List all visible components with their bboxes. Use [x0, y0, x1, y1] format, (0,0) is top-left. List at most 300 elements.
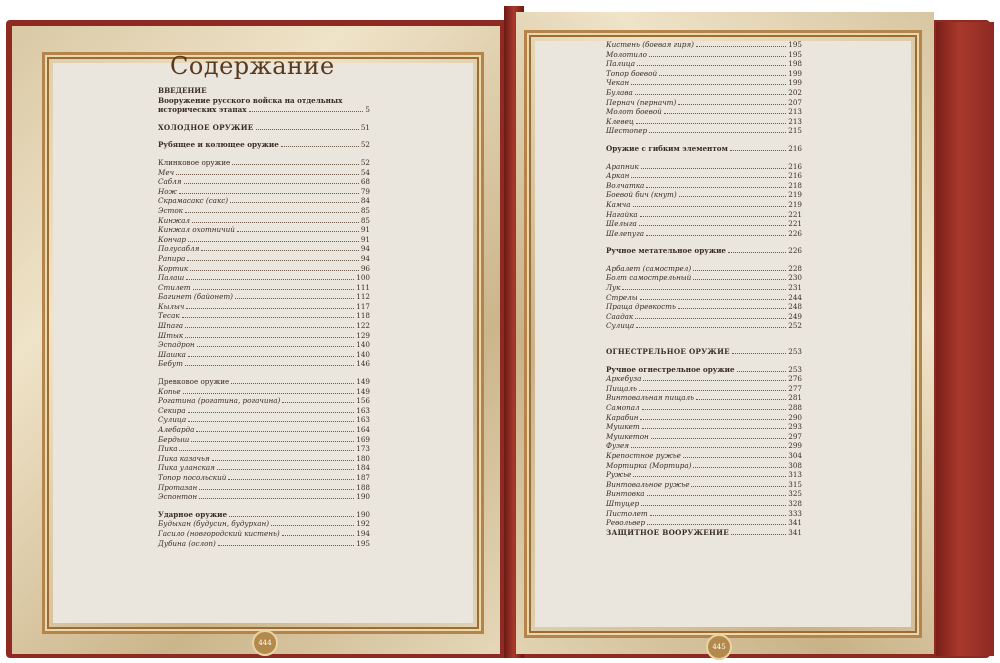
toc-leader-dots [185, 337, 354, 338]
toc-entry [606, 50, 802, 60]
toc-entry-page: 221 [788, 219, 802, 229]
toc-entry [606, 312, 802, 322]
toc-leader-dots [631, 84, 786, 85]
toc-leader-dots [637, 65, 786, 66]
toc-entry-page: 213 [788, 107, 802, 117]
toc-entry-page: 221 [788, 209, 802, 219]
toc-leader-dots [647, 524, 786, 525]
toc-entry [158, 321, 370, 331]
toc-spacer [158, 132, 370, 140]
toc-entry [158, 273, 370, 283]
toc-entry [158, 123, 370, 133]
toc-entry [606, 107, 802, 117]
toc-entry-page: 184 [356, 463, 370, 473]
toc-leader-dots [641, 505, 786, 506]
toc-entry-title: Стилет [158, 282, 191, 292]
toc-entry-title: Эсток [158, 205, 183, 215]
toc-entry [606, 210, 802, 220]
toc-entry-title: Бердыш [158, 434, 190, 444]
toc-entry [606, 59, 802, 69]
toc-entry-page: 198 [788, 59, 802, 69]
toc-entry-title: Кортик [158, 263, 189, 273]
toc-entry [606, 69, 802, 79]
toc-entry [158, 510, 370, 520]
toc-leader-dots [737, 371, 787, 372]
toc-leader-dots [635, 318, 786, 319]
toc-entry-page: 146 [356, 359, 370, 369]
toc-entry-title: Праща древкость [606, 302, 676, 312]
toc-entry-page: 249 [788, 311, 802, 321]
toc-entry-title: Ручное огнестрельное оружие [606, 364, 735, 374]
toc-leader-dots [651, 438, 787, 439]
open-book [6, 6, 996, 658]
toc-entry-title: Кинжал [158, 215, 190, 225]
toc-entry-title: Шпага [158, 321, 184, 331]
toc-entry-title: Протазан [158, 482, 198, 492]
toc-entry [606, 181, 802, 191]
toc-entry-page: 308 [788, 460, 802, 470]
toc-entry-title: Камча [606, 199, 631, 209]
toc-entry [606, 384, 802, 394]
toc-entry-title: Скрамасакс (сакс) [158, 196, 229, 206]
toc-entry-page: 276 [788, 374, 802, 384]
toc-leader-dots [199, 498, 354, 499]
toc-text-line: Вооружение русского войска на отдельных [158, 95, 343, 105]
toc-entry [606, 393, 802, 403]
toc-entry-page: 333 [788, 508, 802, 518]
toc-entry [158, 235, 370, 245]
toc-entry-page: 252 [788, 321, 802, 331]
toc-entry-page: 277 [788, 383, 802, 393]
toc-entry [606, 283, 802, 293]
toc-entry [158, 168, 370, 178]
toc-entry [606, 499, 802, 509]
toc-entry [606, 144, 802, 154]
toc-leader-dots [678, 104, 786, 105]
toc-entry-page: 100 [356, 273, 370, 283]
toc-entry-page: 231 [788, 283, 802, 293]
toc-entry-title: Штык [158, 330, 184, 340]
toc-leader-dots [643, 380, 786, 381]
toc-entry-page: 68 [360, 177, 370, 187]
toc-leader-dots [646, 187, 786, 188]
toc-entry-page: 96 [360, 263, 370, 273]
toc-entry [158, 415, 370, 425]
toc-entry [606, 126, 802, 136]
toc-entry-page: 218 [788, 180, 802, 190]
toc-entry-page: 194 [356, 528, 370, 538]
toc-entry-title: Молотило [606, 49, 647, 59]
toc-section-heading: ВВЕДЕНИЕ [158, 86, 207, 95]
toc-entry [158, 254, 370, 264]
toc-entry [158, 340, 370, 350]
toc-leader-dots [190, 270, 359, 271]
toc-entry-page: 207 [788, 97, 802, 107]
toc-entry-page: 140 [356, 340, 370, 350]
toc-entry-title: Карабин [606, 412, 639, 422]
toc-leader-dots [635, 94, 787, 95]
toc-leader-dots [229, 516, 354, 517]
toc-entry-title: Эспонтон [158, 492, 198, 502]
toc-entry [606, 273, 802, 283]
toc-entry [606, 98, 802, 108]
toc-entry-page: 219 [788, 199, 802, 209]
toc-leader-dots [631, 177, 786, 178]
toc-entry-page: 192 [356, 519, 370, 529]
toc-spacer [606, 357, 802, 365]
toc-leader-dots [193, 289, 355, 290]
toc-entry [606, 78, 802, 88]
toc-spacer [158, 115, 370, 123]
toc-left-column [158, 86, 370, 548]
toc-leader-dots [633, 476, 786, 477]
toc-entry [158, 311, 370, 321]
toc-entry [158, 444, 370, 454]
toc-entry-title: Фузея [606, 441, 630, 451]
toc-entry-page: 117 [356, 301, 370, 311]
toc-entry-title: Кинжал охотничий [158, 225, 235, 235]
toc-entry-title: Клевец [606, 116, 634, 126]
toc-entry-title: Аркебуза [606, 374, 642, 384]
toc-entry [158, 177, 370, 187]
toc-entry-title: Будыхан (будусин, будурхан) [158, 519, 270, 529]
toc-entry-title: Пистолет [606, 508, 648, 518]
toc-right-column [606, 40, 802, 537]
toc-entry-title: Мушкет [606, 422, 640, 432]
toc-entry [158, 387, 370, 397]
toc-leader-dots [732, 353, 786, 354]
toc-entry-title: Сулица [606, 321, 635, 331]
toc-entry-title: Кистень (боевая гиря) [606, 40, 694, 49]
toc-entry-page: 281 [788, 393, 802, 403]
toc-leader-dots [683, 457, 786, 458]
toc-entry-page: 91 [360, 234, 370, 244]
toc-leader-dots [728, 252, 786, 253]
toc-entry-page: 195 [356, 538, 370, 548]
toc-entry-title: Лук [606, 283, 621, 293]
toc-leader-dots [693, 270, 786, 271]
toc-leader-dots [196, 431, 354, 432]
toc-entry-title: Пернач (перначт) [606, 97, 677, 107]
toc-entry [158, 377, 370, 387]
toc-entry-page: 94 [360, 244, 370, 254]
toc-entry [158, 483, 370, 493]
toc-entry [158, 463, 370, 473]
toc-entry-page: 341 [788, 518, 802, 528]
toc-entry-title: Секира [158, 405, 186, 415]
toc-entry [606, 489, 802, 499]
toc-spacer [606, 154, 802, 162]
toc-entry-title: Гасило (новгородский кистень) [158, 528, 280, 538]
toc-entry-title: Палица [606, 59, 636, 69]
toc-entry-page: 216 [788, 143, 802, 153]
toc-entry [606, 162, 802, 172]
toc-entry [606, 321, 802, 331]
toc-entry-page: 226 [788, 246, 802, 256]
toc-entry-title: Оружие с гибким элементом [606, 143, 728, 153]
toc-leader-dots [176, 174, 359, 175]
toc-entry-title: Мушкетон [606, 431, 649, 441]
toc-leader-dots [218, 545, 354, 546]
toc-leader-dots [249, 111, 364, 112]
toc-leader-dots [639, 390, 786, 391]
toc-entry-page: 195 [788, 49, 802, 59]
toc-entry-title: Алебарда [158, 425, 195, 434]
toc-entry [606, 293, 802, 303]
toc-leader-dots [182, 317, 355, 318]
toc-entry-page: 91 [360, 225, 370, 235]
toc-leader-dots [201, 250, 358, 251]
toc-entry-title: Пика [158, 444, 178, 454]
toc-entry-title: Молот боевой [606, 107, 662, 117]
toc-leader-dots [679, 196, 787, 197]
toc-entry [606, 432, 802, 442]
toc-entry [606, 422, 802, 432]
toc-entry-page: 111 [356, 282, 370, 292]
toc-entry [158, 264, 370, 274]
toc-spacer [158, 369, 370, 377]
toc-leader-dots [187, 260, 359, 261]
toc-entry [158, 331, 370, 341]
toc-entry [606, 441, 802, 451]
toc-entry [158, 529, 370, 539]
toc-entry-page: 195 [788, 40, 802, 49]
toc-leader-dots [636, 327, 786, 328]
toc-entry [158, 158, 370, 168]
toc-entry-page: 230 [788, 273, 802, 283]
toc-entry-title: Клинковое оружие [158, 157, 231, 167]
toc-entry-title: Палаш [158, 273, 185, 283]
toc-entry-title: Шелыга [606, 219, 637, 229]
toc-entry-title: Топор посольский [158, 472, 227, 482]
toc-entry [606, 264, 802, 274]
toc-leader-dots [192, 222, 359, 223]
toc-entry-title: Боевой бич (кнут) [606, 190, 677, 200]
toc-entry-page: 187 [356, 472, 370, 482]
toc-entry-page: 51 [360, 122, 370, 132]
toc-entry-page: 315 [788, 479, 802, 489]
toc-leader-dots [691, 486, 786, 487]
toc-spacer [606, 136, 802, 144]
toc-entry [158, 350, 370, 360]
toc-entry [606, 509, 802, 519]
toc-entry-page: 85 [360, 215, 370, 225]
toc-entry [606, 40, 802, 50]
toc-leader-dots [693, 279, 786, 280]
toc-leader-dots [696, 399, 786, 400]
toc-entry-title: Волчатка [606, 180, 645, 190]
toc-leader-dots [191, 441, 354, 442]
toc-leader-dots [640, 216, 787, 217]
toc-leader-dots [188, 241, 359, 242]
toc-leader-dots [696, 46, 786, 47]
toc-leader-dots [622, 289, 786, 290]
toc-entry-page: 149 [356, 377, 370, 387]
toc-entry-title: Топор боевой [606, 68, 658, 78]
toc-entry-title: Ружье [606, 470, 632, 480]
toc-entry [606, 246, 802, 256]
right-page-number: 445 [706, 634, 732, 660]
toc-entry-title: Пика казачья [158, 453, 210, 463]
toc-spacer [606, 331, 802, 339]
toc-entry [606, 347, 802, 357]
toc-entry-page: 85 [360, 205, 370, 215]
toc-entry-page: 52 [360, 157, 370, 167]
toc-entry [158, 244, 370, 254]
toc-entry [606, 302, 802, 312]
toc-entry [158, 406, 370, 416]
toc-entry-title: Копье [158, 386, 181, 396]
toc-leader-dots [179, 193, 359, 194]
toc-entry-page: 253 [788, 347, 802, 357]
toc-entry [606, 190, 802, 200]
toc-entry-page: 328 [788, 498, 802, 508]
toc-leader-dots [642, 409, 787, 410]
toc-entry-title: Багинет (байонет) [158, 292, 233, 302]
toc-entry-page: 215 [788, 126, 802, 136]
toc-spacer [606, 339, 802, 347]
toc-entry-title: Пика уланская [158, 463, 215, 473]
toc-entry-page: 341 [788, 527, 802, 537]
toc-entry [158, 302, 370, 312]
toc-entry-title: Саадак [606, 311, 634, 321]
toc-entry-page: 213 [788, 116, 802, 126]
toc-entry-page: 79 [360, 186, 370, 196]
toc-entry-page: 190 [356, 492, 370, 502]
toc-entry-page: 5 [365, 105, 370, 115]
toc-entry-page: 190 [356, 509, 370, 519]
toc-entry-title: Сулица [158, 415, 187, 425]
toc-leader-dots [179, 450, 354, 451]
toc-entry-page: 219 [788, 190, 802, 200]
toc-entry [158, 225, 370, 235]
toc-entry [606, 229, 802, 239]
toc-entry [606, 200, 802, 210]
toc-entry-page: 244 [788, 292, 802, 302]
toc-leader-dots [271, 525, 354, 526]
toc-spacer [606, 256, 802, 264]
toc-leader-dots [640, 419, 786, 420]
toc-entry-title: Арбалет (самострел) [606, 263, 692, 273]
toc-leader-dots [649, 132, 786, 133]
toc-leader-dots [731, 534, 786, 535]
toc-entry-title: ОГНЕСТРЕЛЬНОЕ ОРУЖИЕ [606, 347, 730, 357]
toc-spacer [606, 238, 802, 246]
toc-leader-dots [185, 327, 354, 328]
toc-entry [606, 374, 802, 384]
toc-entry-title: Полусабля [158, 244, 200, 254]
toc-entry [158, 425, 370, 435]
toc-leader-dots [185, 212, 359, 213]
toc-entry-title: Арапник [606, 161, 639, 171]
toc-leader-dots [212, 460, 355, 461]
toc-entry-page: 216 [788, 161, 802, 171]
toc-entry [606, 403, 802, 413]
toc-entry-title: Нож [158, 186, 177, 196]
toc-entry-title: Рапира [158, 253, 186, 263]
toc-leader-dots [281, 146, 359, 147]
toc-entry-title: Тесак [158, 311, 180, 321]
toc-entry [158, 435, 370, 445]
toc-entry-page: 140 [356, 349, 370, 359]
toc-entry-title: Болт самострельный [606, 273, 692, 283]
toc-entry [606, 117, 802, 127]
toc-leader-dots [235, 298, 354, 299]
toc-entry-title: Бебут [158, 359, 183, 369]
toc-entry-page: 52 [360, 140, 370, 150]
toc-entry [158, 359, 370, 369]
toc-entry [158, 140, 370, 150]
toc-leader-dots [631, 447, 786, 448]
toc-entry-title: ЗАЩИТНОЕ ВООРУЖЕНИЕ [606, 527, 730, 537]
toc-entry [606, 413, 802, 423]
toc-entry-title: Рубящее и колющее оружие [158, 140, 279, 150]
toc-entry [606, 461, 802, 471]
toc-spacer [158, 150, 370, 158]
toc-entry-title: исторических этапах [158, 105, 247, 115]
toc-leader-dots [636, 123, 786, 124]
toc-entry [606, 480, 802, 490]
toc-leader-dots [647, 495, 787, 496]
toc-entry-page: 188 [356, 482, 370, 492]
toc-entry-title: Револьвер [606, 518, 646, 528]
toc-entry [158, 292, 370, 302]
toc-entry-title: Меч [158, 167, 175, 177]
toc-entry-page: 325 [788, 489, 802, 499]
toc-entry-page: 216 [788, 171, 802, 181]
toc-leader-dots [650, 515, 787, 516]
toc-leader-dots [183, 393, 355, 394]
toc-entry-page: 94 [360, 253, 370, 263]
toc-entry [158, 105, 370, 115]
toc-leader-dots [199, 489, 354, 490]
toc-entry [158, 187, 370, 197]
toc-entry-page: 290 [788, 412, 802, 422]
toc-entry-title: Дубина (ослоп) [158, 538, 216, 548]
toc-leader-dots [693, 467, 786, 468]
toc-leader-dots [730, 150, 786, 151]
toc-leader-dots [633, 206, 787, 207]
cover-edge [936, 22, 994, 656]
toc-entry-title: Аркан [606, 171, 630, 181]
toc-entry [158, 196, 370, 206]
toc-leader-dots [188, 356, 354, 357]
toc-entry-page: 164 [356, 425, 370, 434]
toc-entry-title: Винтовальная пищаль [606, 393, 695, 403]
toc-entry-title: Ударное оружие [158, 509, 228, 519]
toc-leader-dots [659, 75, 786, 76]
toc-entry-page: 163 [356, 405, 370, 415]
toc-entry [606, 88, 802, 98]
toc-leader-dots [642, 428, 787, 429]
page-title: Содержание [170, 52, 335, 80]
toc-entry-page: 304 [788, 450, 802, 460]
toc-entry-title: Стрелы [606, 292, 638, 302]
toc-entry [606, 451, 802, 461]
toc-entry [158, 519, 370, 529]
toc-entry-page: 253 [788, 364, 802, 374]
toc-leader-dots [230, 202, 359, 203]
toc-entry-page: 199 [788, 68, 802, 78]
toc-entry-title: ХОЛОДНОЕ ОРУЖИЕ [158, 122, 254, 132]
toc-entry-page: 149 [356, 386, 370, 396]
toc-leader-dots [228, 479, 354, 480]
toc-entry-page: 118 [356, 311, 370, 321]
toc-leader-dots [185, 365, 354, 366]
toc-leader-dots [232, 164, 359, 165]
toc-leader-dots [217, 469, 354, 470]
toc-entry-title: Рогатина (рогатина, рогачина) [158, 396, 281, 406]
